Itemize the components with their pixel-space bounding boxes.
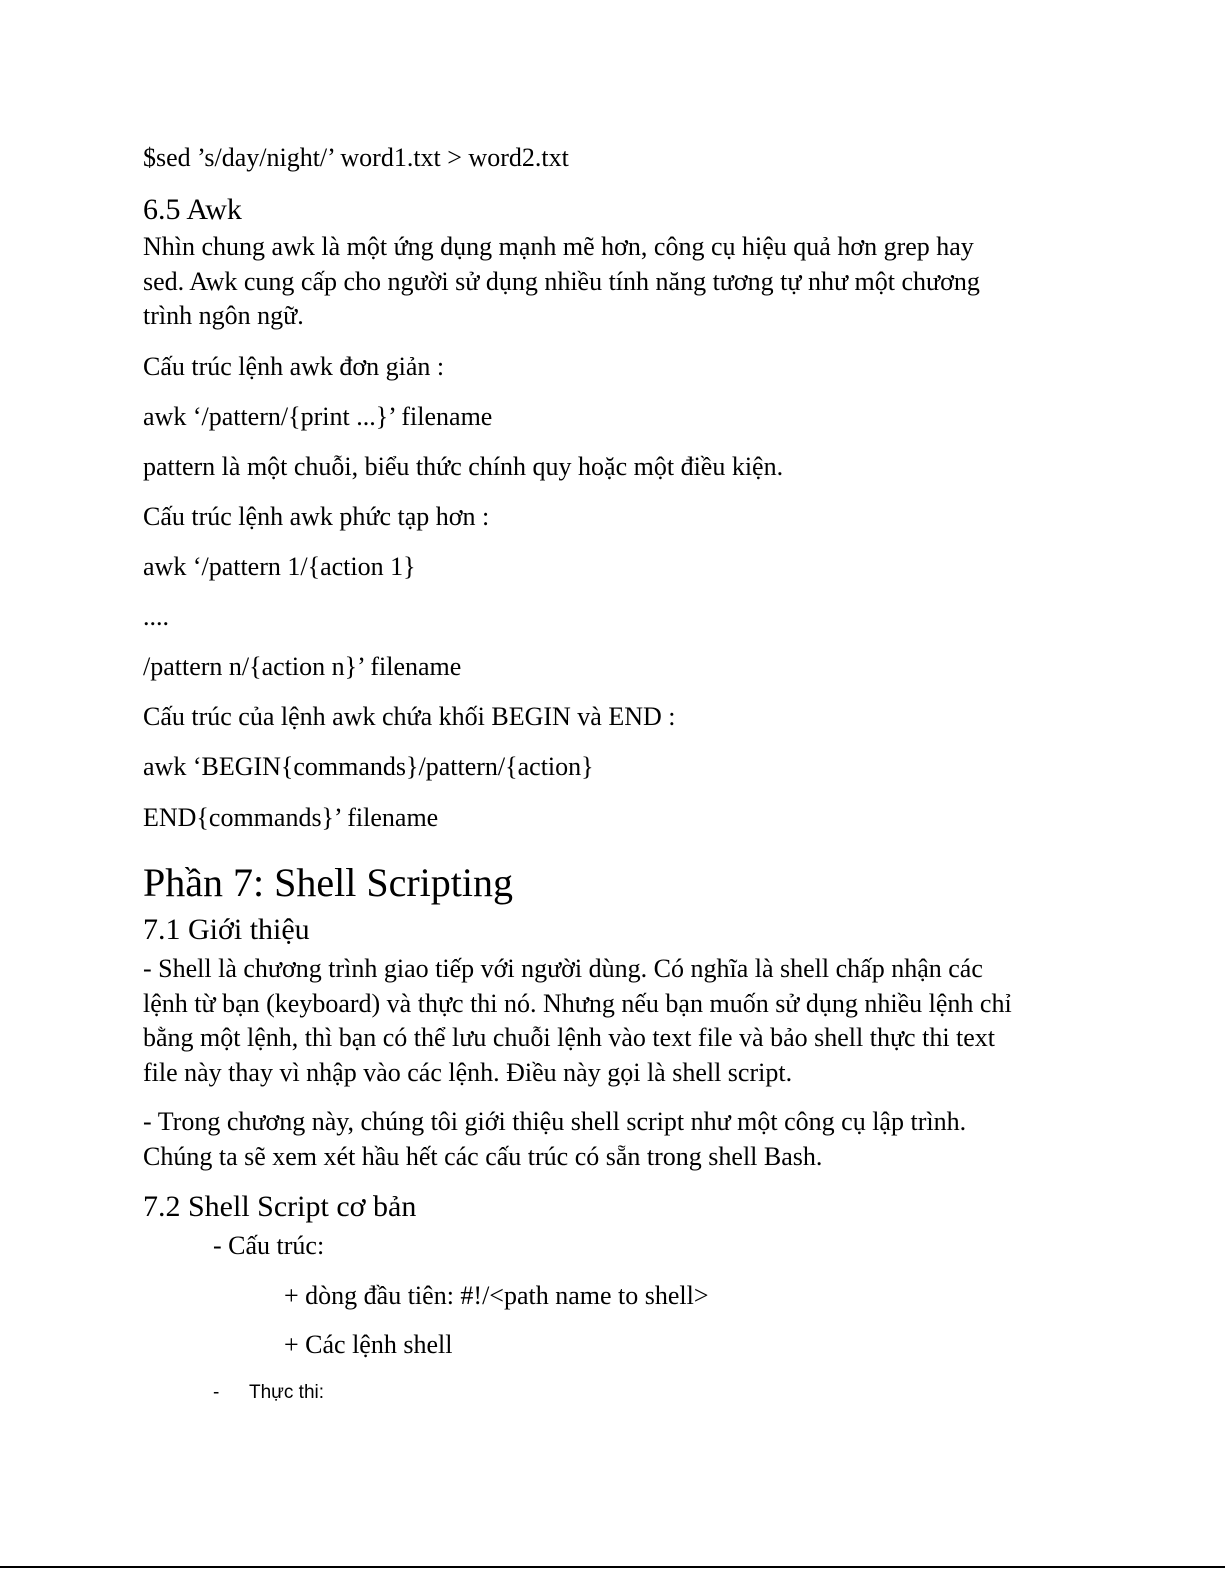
awk-section-heading: 6.5 Awk (143, 193, 242, 226)
execute-list-item (213, 1382, 324, 1404)
structure-label: - Cấu trúc: (213, 1231, 325, 1260)
sed-example-line: $sed ’s/day/night/’ word1.txt > word2.txt (143, 143, 569, 172)
awk-simple-label: Cấu trúc lệnh awk đơn giản : (143, 352, 445, 381)
awk-begin-end-syntax-line-1: awk ‘BEGIN{commands}/pattern/{action} (143, 752, 594, 781)
first-line-item: + dòng đầu tiên: #!/<path name to shell> (284, 1281, 709, 1310)
chapter-overview-line: Chúng ta sẽ xem xét hầu hết các cấu trúc có sẵn trong shell Bash. (143, 1141, 823, 1171)
awk-intro-line: trình ngôn ngữ. (143, 301, 304, 330)
execute-label: Thực thi: (249, 1382, 325, 1403)
shell-intro-paragraph (143, 952, 1143, 1090)
chapter-overview-line: - Trong chương này, chúng tôi giới thiệu shell script như một công cụ lập trình. (143, 1107, 967, 1136)
awk-simple-syntax: awk ‘/pattern/{print ...}’ filename (143, 402, 493, 431)
awk-intro-paragraph (143, 230, 1143, 334)
shell-intro-line: bằng một lệnh, thì bạn có thể lưu chuỗi lệnh vào text file và bảo shell thực thi text (143, 1023, 996, 1052)
shell-intro-line: - Shell là chương trình giao tiếp với người dùng. Có nghĩa là shell chấp nhận các (143, 954, 983, 983)
awk-complex-syntax-line-1: awk ‘/pattern 1/{action 1} (143, 552, 416, 581)
awk-intro-line: sed. Awk cung cấp cho người sử dụng nhiều tính năng tương tự như một chương (143, 266, 980, 296)
basic-script-section-heading: 7.2 Shell Script cơ bản (143, 1190, 417, 1223)
shell-intro-line: file này thay vì nhập vào các lệnh. Điều này gọi là shell script. (143, 1057, 793, 1087)
chapter-overview-paragraph (143, 1105, 1143, 1174)
awk-pattern-description: pattern là một chuỗi, biểu thức chính quy hoặc một điều kiện. (143, 452, 784, 481)
awk-begin-end-label: Cấu trúc của lệnh awk chứa khối BEGIN và END : (143, 702, 676, 731)
awk-complex-ellipsis: .... (143, 602, 169, 631)
shell-intro-line: lệnh từ bạn (keyboard) và thực thi nó. Nhưng nếu bạn muốn sử dụng nhiều lệnh chỉ (143, 988, 1012, 1018)
shell-commands-item: + Các lệnh shell (284, 1330, 453, 1359)
awk-complex-label: Cấu trúc lệnh awk phức tạp hơn : (143, 502, 490, 531)
awk-intro-line: Nhìn chung awk là một ứng dụng mạnh mẽ hơn, công cụ hiệu quả hơn grep hay (143, 232, 974, 261)
part7-title: Phần 7: Shell Scripting (143, 860, 513, 905)
awk-complex-syntax-line-2: /pattern n/{action n}’ filename (143, 652, 462, 681)
awk-begin-end-syntax-line-2: END{commands}’ filename (143, 803, 439, 832)
page-bottom-border (0, 1566, 1225, 1568)
list-dash: - (213, 1382, 220, 1403)
intro-section-heading: 7.1 Giới thiệu (143, 913, 310, 946)
